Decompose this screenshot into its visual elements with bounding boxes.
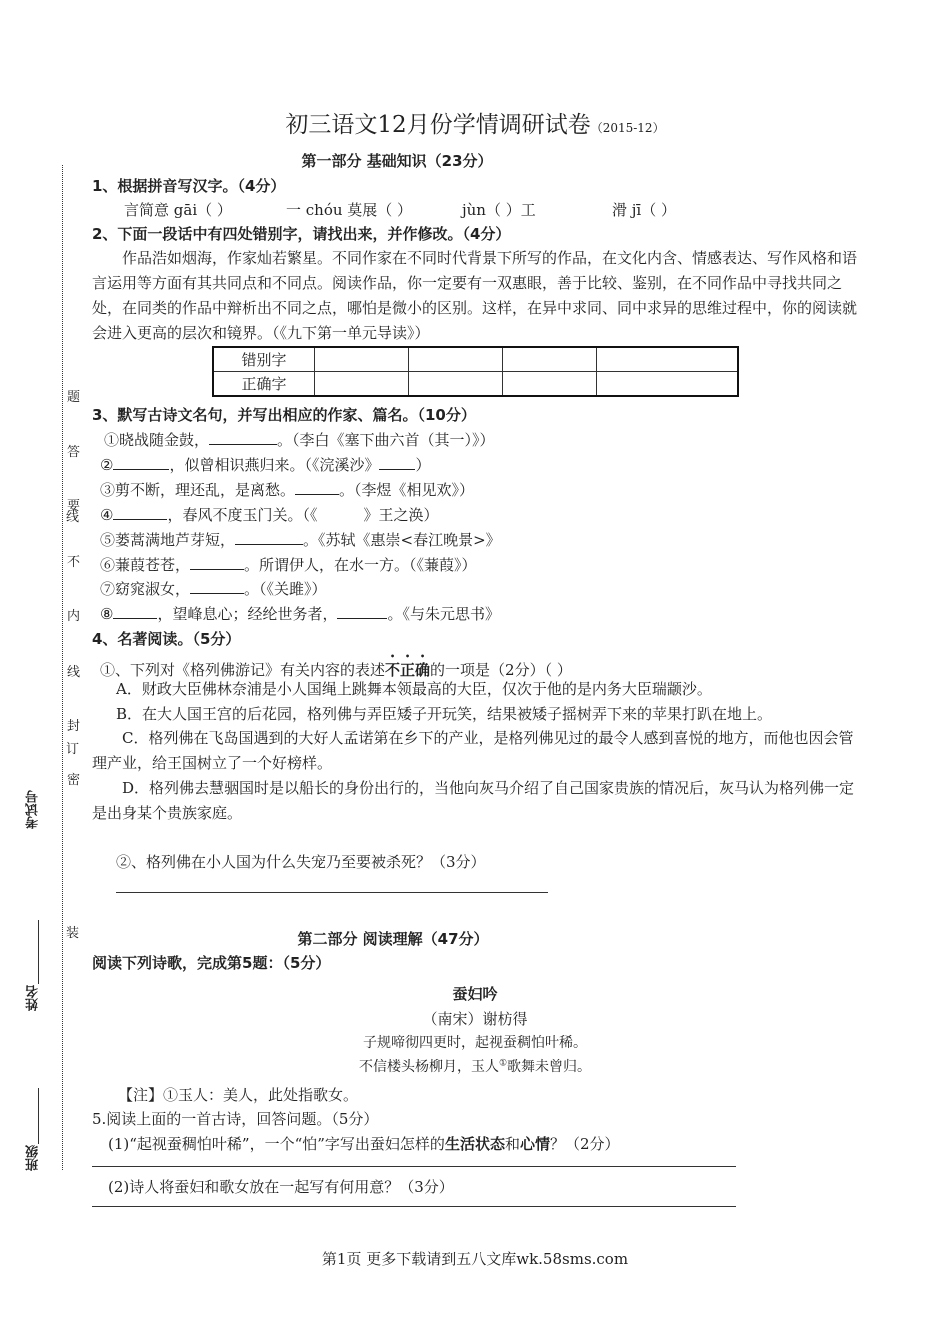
- poem-text: 歌舞未曾归。: [507, 1059, 592, 1075]
- q4-sub1-text: 的一项是（2分）（ ）: [430, 661, 572, 679]
- seal-char: 题: [67, 390, 81, 405]
- name-label: 姓名: [26, 985, 41, 1011]
- q3-text: 。（李白《塞下曲六首（其一）》）: [277, 431, 495, 449]
- q3-text: 。（李煜《相见欢》）: [339, 481, 475, 499]
- poem-author: （南宋）谢枋得: [422, 1010, 528, 1028]
- q3-heading: 3、默写古诗文名句，并写出相应的作家、篇名。（10分）: [92, 406, 476, 424]
- side-char: 线: [66, 510, 80, 525]
- q1-heading: 1、根据拼音写汉字。（4分）: [92, 177, 286, 195]
- q5-sub1-text: 和: [504, 1135, 520, 1153]
- answer-cell[interactable]: [409, 347, 503, 372]
- title-text: 初三语文12月份学情调研试卷: [285, 112, 591, 138]
- table-row: [213, 347, 738, 372]
- q3-text: 》王之涣）: [363, 506, 439, 524]
- q3-text: ③剪不断，理还乱，是离愁。: [100, 481, 296, 499]
- class-blank[interactable]: [38, 1088, 39, 1144]
- note-mark: ①: [498, 1058, 508, 1069]
- q2-passage: 作品浩如烟海，作家灿若繁星。不同作家在不同时代背景下所写的作品，在文化内含、情感表达、写作风格和语言运用等方面有其共同点和不同点。阅读作品，你一定要有一双惠眼，善于比较、鉴别，在不同作品中寻找共同之处，在同类的作品中辩析出不同之点，哪怕是微小的区别。这样，在异中求同、同中求异的思维过程中，你的阅读就会进入更高的层次和镜界。（《九下第一单元导读》）: [92, 249, 858, 342]
- q4-option-a[interactable]: A．财政大臣佛林奈浦是小人国绳上跳舞本领最高的大臣，仅次于他的是内务大臣瑞颛沙。: [116, 680, 712, 698]
- q4-heading: 4、名著阅读。（5分）: [92, 630, 241, 648]
- q1-item: 一 chóu 莫展（ ）: [286, 201, 413, 219]
- q4-option-d[interactable]: D．格列佛去慧骃国时是以船长的身份出行的，当他向灰马介绍了自己国家贵族的情况后，灰马认为格列佛一定是出身某个贵族家庭。: [92, 779, 855, 822]
- class-label: 班级: [26, 1145, 41, 1171]
- q3-text: ①晓战随金鼓，: [104, 431, 210, 449]
- answer-cell[interactable]: [315, 372, 409, 397]
- q3-text: ）: [415, 456, 431, 474]
- q5-sub2: (2)诗人将蚕妇和歌女放在一起写有何用意？（3分）: [108, 1178, 454, 1196]
- side-char: 装: [66, 926, 80, 941]
- q3-text: 。《与朱元思书》: [387, 605, 500, 623]
- fill-blank[interactable]: [379, 455, 415, 470]
- q2-heading: 2、下面一段话中有四处错别字，请找出来，并作修改。（4分）: [92, 225, 511, 243]
- seal-char: 封: [67, 719, 81, 734]
- wrong-char-label: 错别字: [213, 347, 315, 372]
- poem-title: 蚕妇吟: [452, 985, 498, 1003]
- q5-sub1-text: (1)“起视蚕稠怕叶稀”，一个“怕”字写出蚕妇怎样的: [108, 1135, 445, 1153]
- seal-char: 要: [67, 499, 81, 514]
- answer-cell[interactable]: [597, 372, 738, 397]
- q3-text: 。《苏轼《惠崇<春江晚景>》: [303, 531, 501, 549]
- q5-sub1-text: ？（2分）: [549, 1135, 620, 1153]
- q3-item: [100, 479, 474, 500]
- q5-sub1: [108, 1133, 620, 1154]
- fill-blank[interactable]: [190, 579, 244, 594]
- q3-item: [100, 554, 477, 575]
- q1-item: 言简意 gāi（ ）: [124, 201, 232, 219]
- q3-item: [100, 454, 430, 475]
- title-year: （2015-12）: [590, 121, 665, 135]
- page-footer: 第1页 更多下载请到五八文库wk.58sms.com: [321, 1250, 629, 1268]
- q3-text: 。所谓伊人，在水一方。（《蒹葭》）: [244, 556, 477, 574]
- table-row: [213, 372, 738, 397]
- q4-sub2: ②、格列佛在小人国为什么失宠乃至要被杀死？（3分）: [116, 853, 486, 871]
- fill-blank[interactable]: [235, 530, 303, 545]
- q3-text: ②: [100, 456, 114, 474]
- seal-char: 密: [67, 773, 81, 788]
- q4-option-b[interactable]: B．在大人国王宫的后花园，格列佛与弄臣矮子开玩笑，结果被矮子摇树弄下来的苹果打趴在地上。: [116, 705, 773, 723]
- fill-blank[interactable]: [209, 430, 277, 445]
- answer-line[interactable]: [92, 1166, 736, 1167]
- q4-sub1-text: ①、下列对《格列佛游记》有关内容的表述: [100, 661, 386, 679]
- q3-text: ⑤蒌蒿满地芦芽短，: [100, 531, 236, 549]
- q3-text: ⑧: [100, 605, 114, 623]
- q3-text: 。（《关雎》）: [244, 580, 327, 598]
- q3-text: ④: [100, 506, 114, 524]
- q1-item: jùn（ ）工: [462, 201, 536, 219]
- fill-blank[interactable]: [295, 480, 339, 495]
- q3-item: [100, 504, 438, 525]
- answer-cell[interactable]: [503, 347, 597, 372]
- seal-char: 答: [67, 445, 81, 460]
- poem-text: 不信楼头杨柳月，玉人: [358, 1059, 499, 1075]
- answer-line[interactable]: [116, 892, 548, 893]
- q4-option-c[interactable]: C．格列佛在飞岛国遇到的大好人孟诺第在乡下的产业，是格列佛见过的最令人感到喜悦的地方，而他也因会管理产业，给王国树立了一个好榜样。: [92, 729, 854, 772]
- q3-item: [100, 578, 327, 599]
- fill-blank[interactable]: [190, 555, 244, 570]
- answer-cell[interactable]: [315, 347, 409, 372]
- q5-sub1-bold: 生活状态: [444, 1135, 505, 1153]
- q1-item: 滑 jī（ ）: [612, 201, 676, 219]
- fill-blank[interactable]: [113, 455, 169, 470]
- answer-cell[interactable]: [503, 372, 597, 397]
- q4-sub1-emphasis: 不正确: [385, 661, 431, 679]
- q3-text: ，春风不度玉门关。（《: [167, 506, 318, 524]
- q5-heading: 5.阅读上面的一首古诗，回答问题。（5分）: [92, 1110, 379, 1128]
- answer-cell[interactable]: [409, 372, 503, 397]
- side-char: 订: [66, 742, 80, 757]
- q5-sub1-bold: 心情: [519, 1135, 550, 1153]
- q3-item: [100, 529, 501, 550]
- q3-text: ，似曾相识燕归来。（《浣溪沙》: [169, 456, 380, 474]
- fill-blank[interactable]: [113, 604, 157, 619]
- seal-char: 线: [67, 665, 81, 680]
- reading-intro: 阅读下列诗歌，完成第5题：（5分）: [92, 954, 331, 972]
- seal-char: 内: [67, 609, 81, 624]
- q4-sub1: [100, 652, 572, 680]
- answer-cell[interactable]: [597, 347, 738, 372]
- poem-line: 子规啼彻四更时，起视蚕稠怕叶稀。: [363, 1035, 587, 1051]
- q3-item: [104, 429, 495, 450]
- answer-line[interactable]: [92, 1206, 736, 1207]
- part2-title: 第二部分 阅读理解（47分）: [297, 930, 489, 948]
- exam-number-label: 考试号: [26, 790, 41, 829]
- q3-text: ⑦窈窕淑女，: [100, 580, 191, 598]
- correction-table: [212, 346, 739, 397]
- poem-note: 【注】①玉人：美人，此处指歌女。: [118, 1086, 359, 1104]
- q3-text: ，望峰息心；经纶世务者，: [157, 605, 338, 623]
- right-char-label: 正确字: [213, 372, 315, 397]
- fill-blank[interactable]: [337, 604, 387, 619]
- page-title: [0, 106, 950, 139]
- q3-text: ⑥蒹葭苍苍，: [100, 556, 191, 574]
- q3-item: [100, 603, 500, 624]
- poem-line: [0, 1056, 950, 1076]
- part1-title: 第一部分 基础知识（23分）: [301, 152, 493, 170]
- fill-blank[interactable]: [113, 505, 167, 520]
- seal-char: 不: [67, 555, 81, 570]
